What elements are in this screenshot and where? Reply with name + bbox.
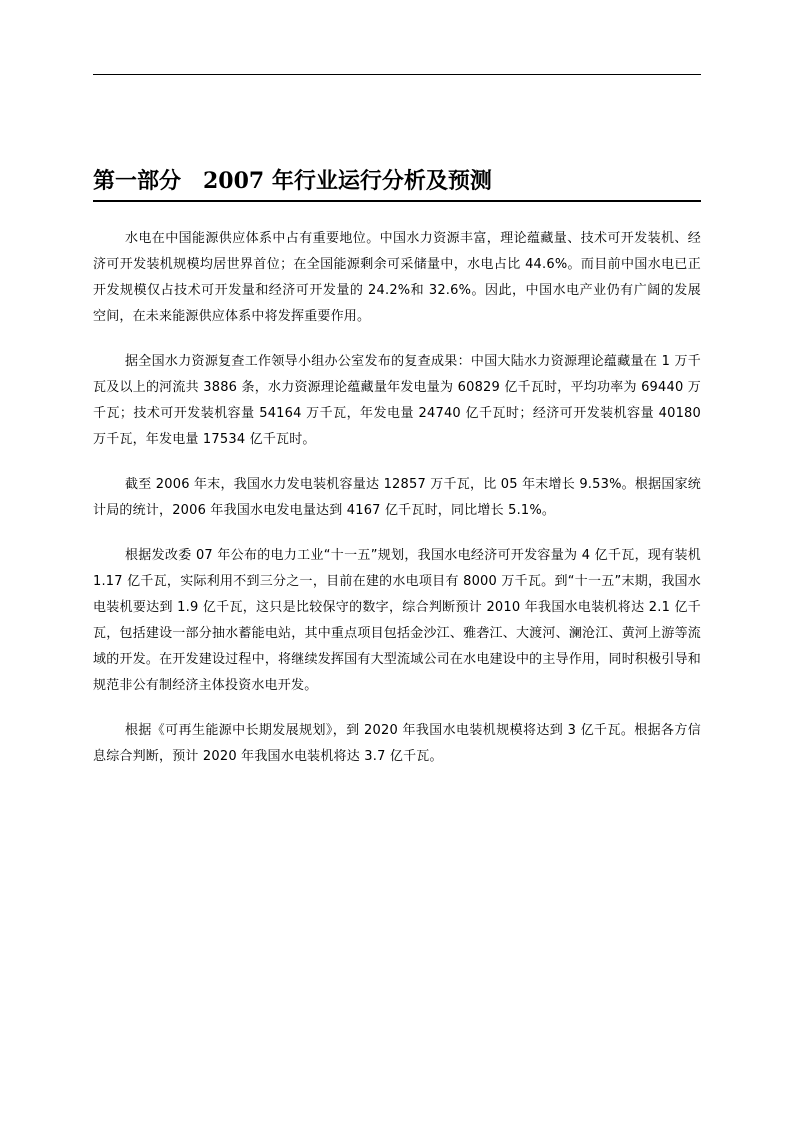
section-heading xyxy=(93,167,701,202)
paragraph-hydropower-importance: 水电在中国能源供应体系中占有重要地位。中国水力资源丰富，理论蕴藏量、技术可开发装机、经济可开发装机规模均居世界首位；在全国能源剩余可采储量中，水电占比 44.6%。而目前中国水电已正开发规模仅占技术可开发量和经济可开发量的 24.2%和 32.6%。因此，中国水电产业仍有广阔的发展空间，在未来能源供应体系中将发挥重要作用。 xyxy=(93,231,701,324)
paragraph-2020-outlook: 根据《可再生能源中长期发展规划》，到 2020 年我国水电装机规模将达到 3 亿千瓦。根据各方信息综合判断，预计 2020 年我国水电装机将达 3.7 亿千瓦。 xyxy=(93,723,701,764)
document-body xyxy=(93,226,701,789)
title-underline xyxy=(93,200,701,202)
page-title: 第一部分 2007 年行业运行分析及预测 xyxy=(93,168,492,194)
paragraph-eleventh-five-year-plan: 根据发改委 07 年公布的电力工业“十一五”规划，我国水电经济可开发容量为 4 亿千瓦，现有装机 1.17 亿千瓦，实际利用不到三分之一，目前在建的水电项目有 8000 万千瓦。到“十一五”末期，我国水电装机要达到 1.9 亿千瓦，这只是比较保守的数字，综合判断预计 2010 年我国水电装机将达 2.1 亿千瓦，包括建设一部分抽水蓄能电站，其中重点项目包括金沙江、雅砻江、大渡河、澜沧江、黄河上游等流域的开发。在开发建设过程中，将继续发挥国有大型流域公司在水电建设中的主导作用，同时积极引导和规范非公有制经济主体投资水电开发。 xyxy=(93,548,701,693)
paragraph-resource-survey: 据全国水力资源复查工作领导小组办公室发布的复查成果：中国大陆水力资源理论蕴藏量在 1 万千瓦及以上的河流共 3886 条，水力资源理论蕴藏量年发电量为 60829 亿千瓦时，平均功率为 69440 万千瓦；技术可开发装机容量 54164 万千瓦，年发电量 24740 亿千瓦时；经济可开发装机容量 40180 万千瓦，年发电量 17534 亿千瓦时。 xyxy=(93,354,701,447)
header-rule xyxy=(93,74,701,75)
paragraph-2006-capacity: 截至 2006 年末，我国水力发电装机容量达 12857 万千瓦，比 05 年末增长 9.53%。根据国家统计局的统计，2006 年我国水电发电量达到 4167 亿千瓦时，同比增长 5.1%。 xyxy=(93,477,701,518)
